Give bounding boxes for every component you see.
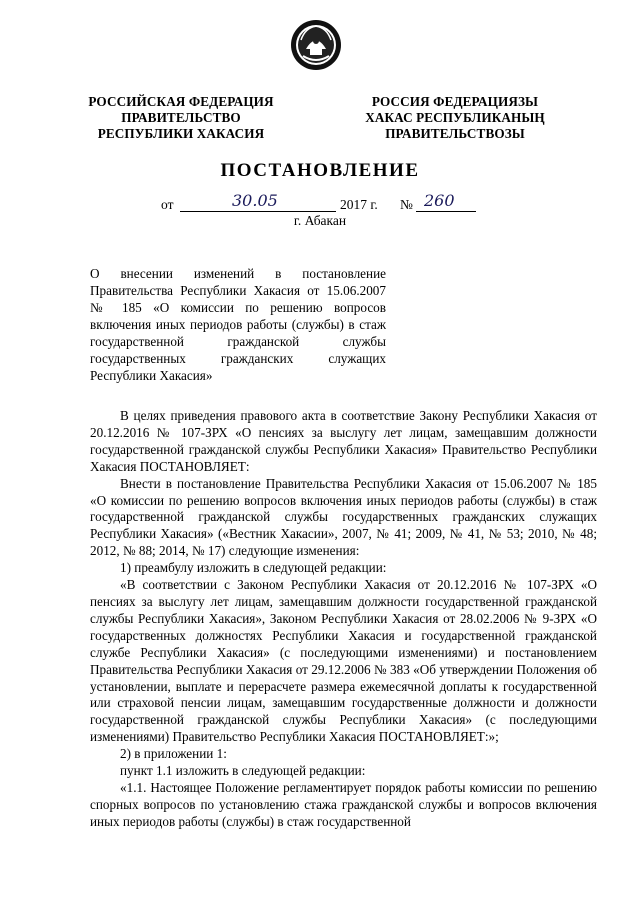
document-subject: О внесении изменений в постановление Правительства Республики Хакасия от 15.06.2007 № 185 «О комиссии по решению вопросов включения иных периодов работы (службы) в стаж государственной гражданской службы государственных гражданских служащих Республики Хакасия» — [90, 266, 386, 383]
body-paragraph-6: пункт 1.1 изложить в следующей редакции: — [120, 763, 366, 779]
document-title: ПОСТАНОВЛЕНИЕ — [220, 160, 420, 181]
body-paragraph-3: 1) преамбулу изложить в следующей редакции: — [120, 560, 387, 576]
city-name: г. Абакан — [293, 213, 347, 228]
coat-of-arms-emblem — [289, 18, 343, 72]
body-paragraph-4: «В соответствии с Законом Республики Хакасия от 20.12.2016 № 107-ЗРХ «О пенсиях за выслугу лет лицам, замещавшим должности государственной гражданской службы Республики Хакасия», Законом Республики Хакасия от 28.02.2006 № 9-ЗРХ «О государственных должностях Республики Хакасия и государственной гражданской службе Республики Хакасия» (с последующими изменениями) и постановлением Правительства Республики Хакасия от 29.12.2006 № 383 «Об утверждении Положения об установлении, выплате и перерасчете размера ежемесячной доплаты к государственной или страховой пенсии лицам, замещавшим государственные должности и должности государственной гражданской службы Республики Хакасия» (с последующими изменениями) Правительство Республики Хакасия ПОСТАНОВЛЯЕТ:»; — [90, 577, 597, 745]
date-year: 2017 г. — [340, 197, 378, 212]
header-left-block — [86, 94, 276, 142]
header-right-line-1: РОССИЯ ФЕДЕРАЦИЯЗЫ — [371, 94, 539, 109]
body-paragraph-2: Внести в постановление Правительства Республики Хакасия от 15.06.2007 № 185 «О комиссии по решению вопросов включения иных периодов работы (службы) в стаж государственной гражданской службы государственных гражданских служащих Республики Хакасия» («Вестник Хакасии», 2007, № 41; 2009, № 41, № 53; 2010, № 48; 2012, № 88; 2014, № 17) следующие изменения: — [90, 475, 597, 559]
body-paragraph-1: В целях приведения правового акта в соответствие Закону Республики Хакасия от 20.12.2016 № 107-ЗРХ «О пенсиях за выслугу лет лицам, замещавшим должности государственной гражданской службы Республики Хакасия» Правительство Республики Хакасия ПОСТАНОВЛЯЕТ: — [90, 408, 597, 474]
header-left-line-3: РЕСПУБЛИКИ ХАКАСИЯ — [97, 126, 265, 141]
date-prefix: от — [161, 197, 174, 212]
header-left-line-1: РОССИЙСКАЯ ФЕДЕРАЦИЯ — [88, 94, 274, 109]
header-right-line-3: ПРАВИТЕЛЬСТВОЗЫ — [385, 126, 525, 141]
handwritten-date: 30.05 — [232, 191, 278, 210]
body-paragraph-5: 2) в приложении 1: — [120, 746, 227, 762]
header-right-line-2: ХАКАС РЕСПУБЛИКАНЫҢ — [365, 110, 545, 125]
header-left-line-2: ПРАВИТЕЛЬСТВО — [121, 110, 241, 125]
body-paragraph-7: «1.1. Настоящее Положение регламентирует порядок работы комиссии по решению спорных вопросов по установлению стажа гражданской службы и вопросов включения иных периодов работы (службы) в стаж государственной — [90, 779, 597, 829]
number-sign: № — [400, 197, 413, 212]
document-body — [90, 408, 597, 831]
handwritten-number: 260 — [424, 191, 455, 210]
header-right-block — [355, 94, 555, 142]
